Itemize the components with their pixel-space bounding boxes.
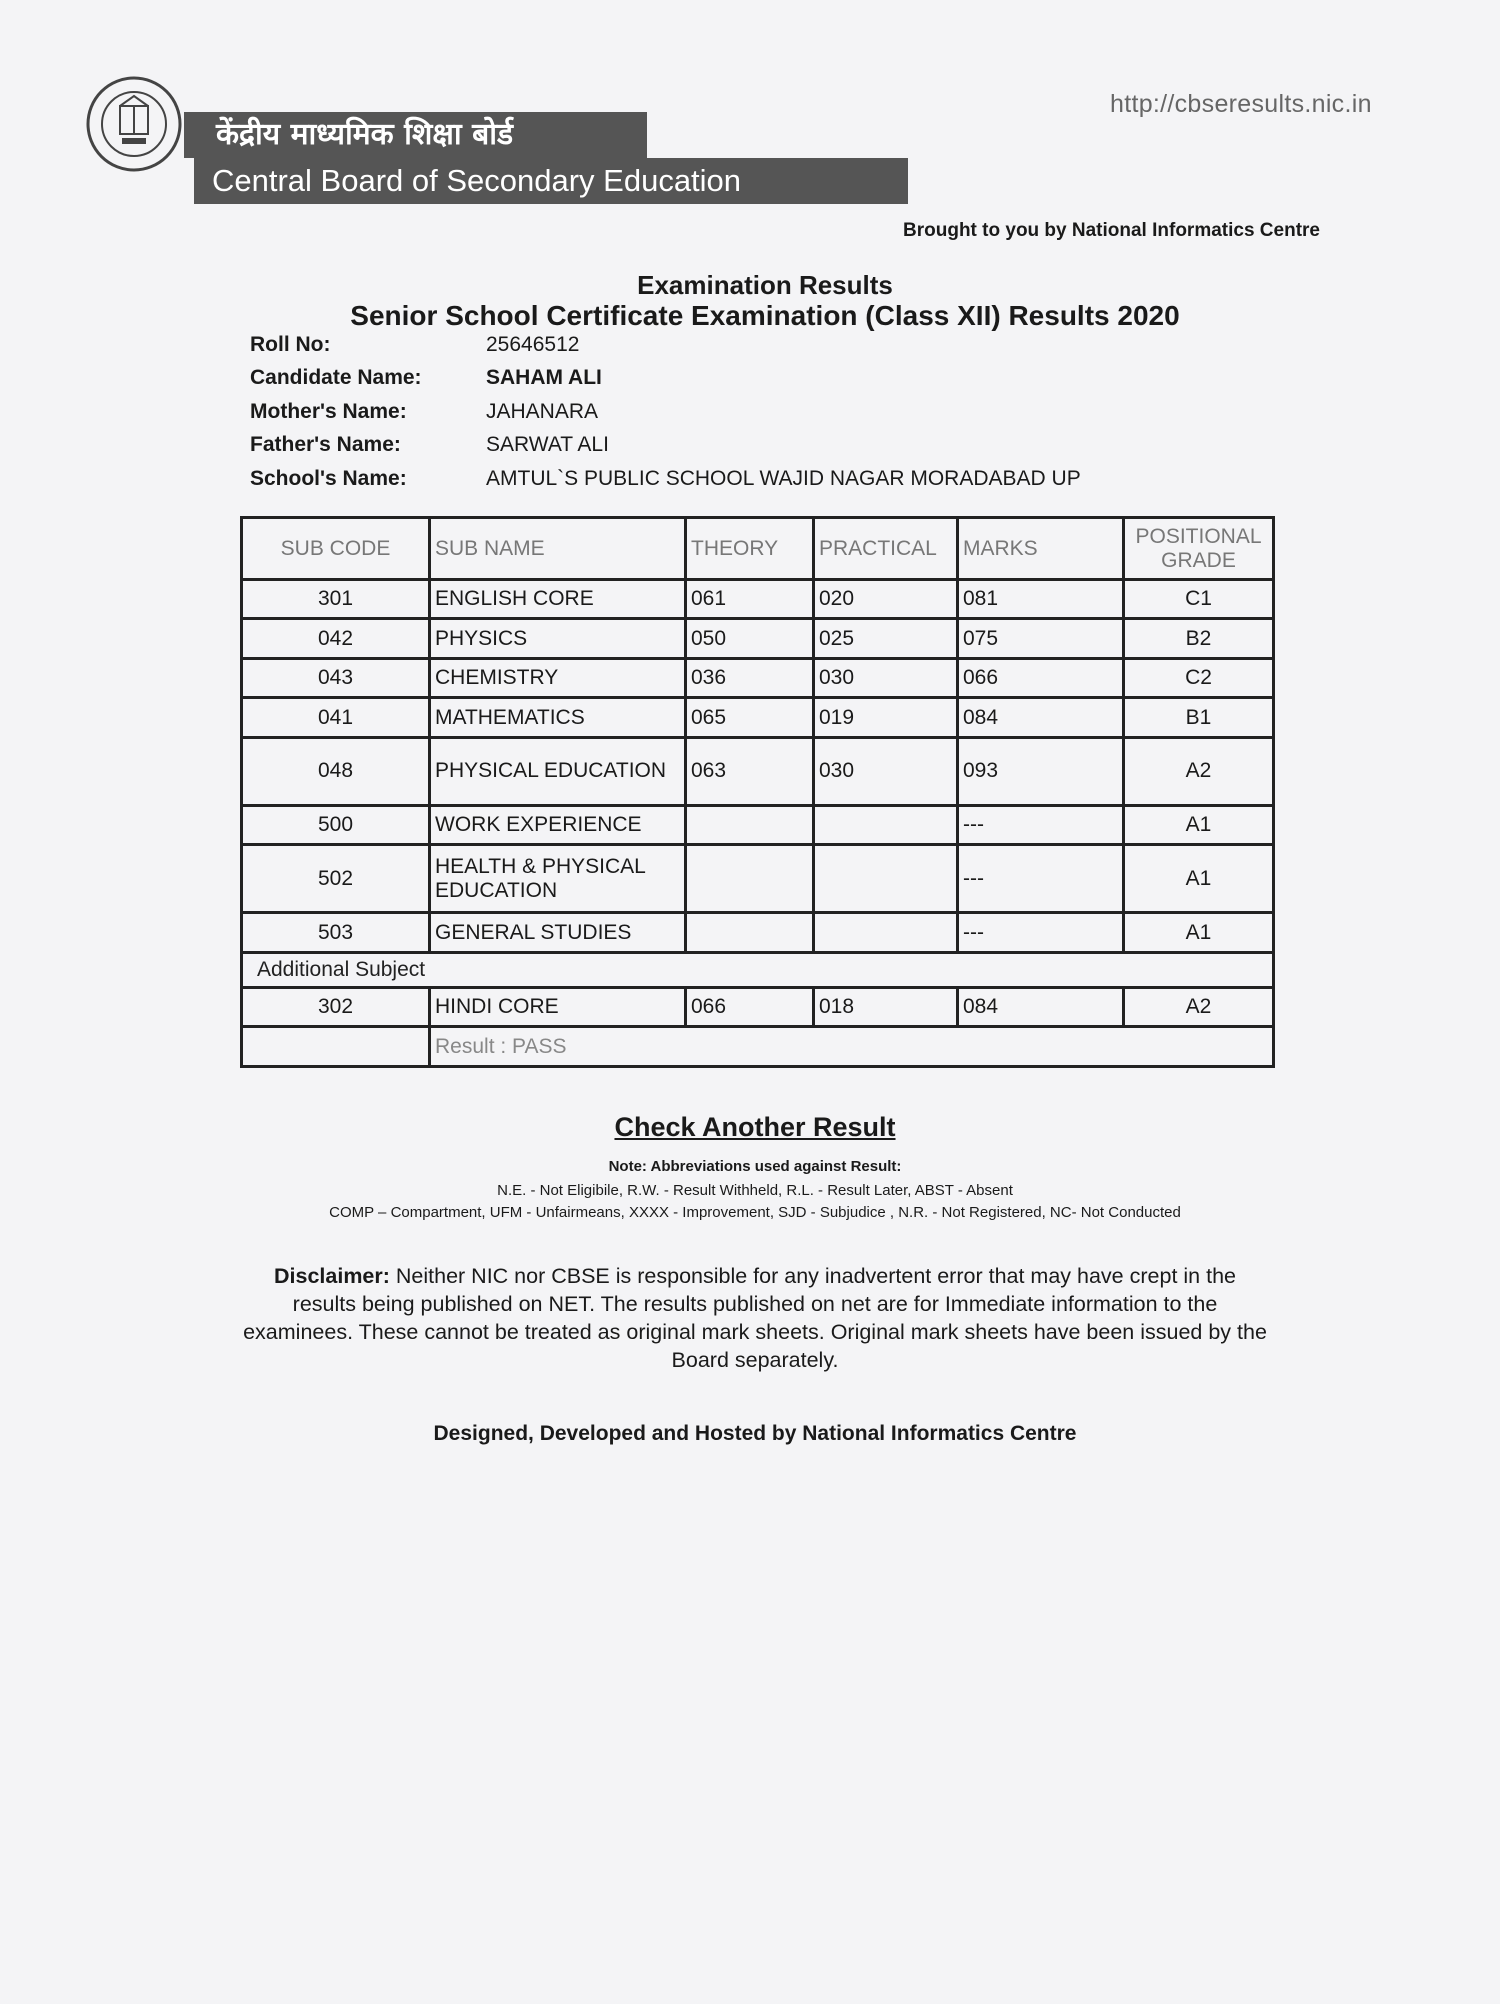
school-name-value: AMTUL`S PUBLIC SCHOOL WAJID NAGAR MORADABAD UP bbox=[486, 467, 1081, 490]
mother-name-label: Mother's Name: bbox=[250, 400, 407, 423]
result-row bbox=[242, 1027, 1274, 1067]
practical-cell bbox=[814, 913, 958, 952]
candidate-name-value: SAHAM ALI bbox=[486, 366, 602, 389]
practical-cell: 025 bbox=[814, 619, 958, 658]
disclaimer bbox=[240, 1262, 1270, 1374]
roll-number-label: Roll No: bbox=[250, 333, 331, 356]
sub-code-cell: 041 bbox=[242, 698, 430, 737]
result-status: Result : PASS bbox=[430, 1027, 1274, 1067]
roll-number-value: 25646512 bbox=[486, 333, 580, 356]
site-url: http://cbseresults.nic.in bbox=[1110, 90, 1372, 118]
sub-code-cell: 502 bbox=[242, 845, 430, 913]
mother-name-value: JAHANARA bbox=[486, 400, 599, 423]
grade-cell: A1 bbox=[1124, 805, 1274, 844]
marks-cell: 066 bbox=[958, 658, 1124, 697]
header-theory: THEORY bbox=[686, 518, 814, 580]
grade-cell: B1 bbox=[1124, 698, 1274, 737]
grade-cell: A2 bbox=[1124, 988, 1274, 1027]
roll-number-row bbox=[250, 333, 579, 357]
note-title: Note: Abbreviations used against Result: bbox=[608, 1158, 902, 1175]
father-name-value: SARWAT ALI bbox=[486, 433, 609, 456]
page-title: Examination Results bbox=[637, 270, 893, 300]
designed-by-text: Designed, Developed and Hosted by National Informatics Centre bbox=[433, 1422, 1077, 1445]
theory-cell bbox=[686, 845, 814, 913]
header-grade: POSITIONAL GRADE bbox=[1124, 518, 1274, 580]
practical-cell: 019 bbox=[814, 698, 958, 737]
practical-cell bbox=[814, 845, 958, 913]
table-row bbox=[242, 737, 1274, 805]
sub-name-cell: PHYSICS bbox=[430, 619, 686, 658]
sub-name-cell: CHEMISTRY bbox=[430, 658, 686, 697]
sub-code-cell: 042 bbox=[242, 619, 430, 658]
table-row bbox=[242, 845, 1274, 913]
brought-by-text: Brought to you by National Informatics Centre bbox=[903, 220, 1320, 241]
marks-cell: 081 bbox=[958, 580, 1124, 619]
practical-cell: 018 bbox=[814, 988, 958, 1027]
additional-subject-row bbox=[242, 952, 1274, 987]
results-table bbox=[240, 516, 1275, 1068]
sub-name-cell: GENERAL STUDIES bbox=[430, 913, 686, 952]
father-name-label: Father's Name: bbox=[250, 433, 401, 456]
theory-cell: 036 bbox=[686, 658, 814, 697]
father-name-row bbox=[250, 433, 609, 457]
table-row bbox=[242, 580, 1274, 619]
theory-cell: 061 bbox=[686, 580, 814, 619]
theory-cell bbox=[686, 913, 814, 952]
sub-code-cell: 500 bbox=[242, 805, 430, 844]
cbse-emblem-icon bbox=[84, 74, 184, 174]
check-another-result-link[interactable]: Check Another Result bbox=[614, 1112, 896, 1142]
disclaimer-label: Disclaimer: bbox=[274, 1264, 390, 1288]
grade-cell: C2 bbox=[1124, 658, 1274, 697]
table-row bbox=[242, 988, 1274, 1027]
practical-cell bbox=[814, 805, 958, 844]
header-practical: PRACTICAL bbox=[814, 518, 958, 580]
marks-cell: --- bbox=[958, 845, 1124, 913]
table-row bbox=[242, 658, 1274, 697]
table-row bbox=[242, 913, 1274, 952]
mother-name-row bbox=[250, 400, 598, 424]
grade-cell: A2 bbox=[1124, 737, 1274, 805]
sub-name-cell: MATHEMATICS bbox=[430, 698, 686, 737]
grade-cell: C1 bbox=[1124, 580, 1274, 619]
theory-cell bbox=[686, 805, 814, 844]
header-sub-code: SUB CODE bbox=[242, 518, 430, 580]
sub-code-cell: 048 bbox=[242, 737, 430, 805]
candidate-name-row bbox=[250, 366, 602, 390]
grade-cell: A1 bbox=[1124, 913, 1274, 952]
theory-cell: 065 bbox=[686, 698, 814, 737]
grade-cell: A1 bbox=[1124, 845, 1274, 913]
practical-cell: 020 bbox=[814, 580, 958, 619]
candidate-name-label: Candidate Name: bbox=[250, 366, 422, 389]
marks-cell: --- bbox=[958, 913, 1124, 952]
marks-cell: 075 bbox=[958, 619, 1124, 658]
table-row bbox=[242, 619, 1274, 658]
sub-name-cell: HINDI CORE bbox=[430, 988, 686, 1027]
theory-cell: 063 bbox=[686, 737, 814, 805]
header-marks: MARKS bbox=[958, 518, 1124, 580]
disclaimer-text: Neither NIC nor CBSE is responsible for any inadvertent error that may have crept in the results being published on NET. The results published on net are for Immediate information to the examinees. These cannot be treated as original mark sheets. Original mark sheets have been issued by the Board separately. bbox=[243, 1264, 1267, 1372]
sub-code-cell: 503 bbox=[242, 913, 430, 952]
marks-cell: 084 bbox=[958, 988, 1124, 1027]
result-empty-cell bbox=[242, 1027, 430, 1067]
marks-cell: 084 bbox=[958, 698, 1124, 737]
sub-code-cell: 301 bbox=[242, 580, 430, 619]
theory-cell: 050 bbox=[686, 619, 814, 658]
sub-code-cell: 043 bbox=[242, 658, 430, 697]
sub-name-cell: PHYSICAL EDUCATION bbox=[430, 737, 686, 805]
header-sub-name: SUB NAME bbox=[430, 518, 686, 580]
marks-cell: --- bbox=[958, 805, 1124, 844]
table-row bbox=[242, 698, 1274, 737]
school-name-label: School's Name: bbox=[250, 467, 407, 490]
theory-cell: 066 bbox=[686, 988, 814, 1027]
sub-name-cell: HEALTH & PHYSICAL EDUCATION bbox=[430, 845, 686, 913]
grade-cell: B2 bbox=[1124, 619, 1274, 658]
practical-cell: 030 bbox=[814, 737, 958, 805]
note-abbreviations-line1: N.E. - Not Eligibile, R.W. - Result Withheld, R.L. - Result Later, ABST - Absent bbox=[497, 1182, 1013, 1199]
sub-name-cell: ENGLISH CORE bbox=[430, 580, 686, 619]
sub-name-cell: WORK EXPERIENCE bbox=[430, 805, 686, 844]
sub-code-cell: 302 bbox=[242, 988, 430, 1027]
marks-cell: 093 bbox=[958, 737, 1124, 805]
board-name-english: Central Board of Secondary Education bbox=[194, 158, 908, 204]
practical-cell: 030 bbox=[814, 658, 958, 697]
note-abbreviations-line2: COMP – Compartment, UFM - Unfairmeans, XXXX - Improvement, SJD - Subjudice , N.R. - Not Registered, NC- Not Conducted bbox=[329, 1204, 1181, 1221]
page-subtitle: Senior School Certificate Examination (Class XII) Results 2020 bbox=[350, 300, 1180, 331]
school-name-row bbox=[250, 467, 1081, 491]
additional-subject-label: Additional Subject bbox=[242, 952, 1274, 987]
table-row bbox=[242, 805, 1274, 844]
board-name-hindi: केंद्रीय माध्यमिक शिक्षा बोर्ड bbox=[184, 112, 647, 158]
